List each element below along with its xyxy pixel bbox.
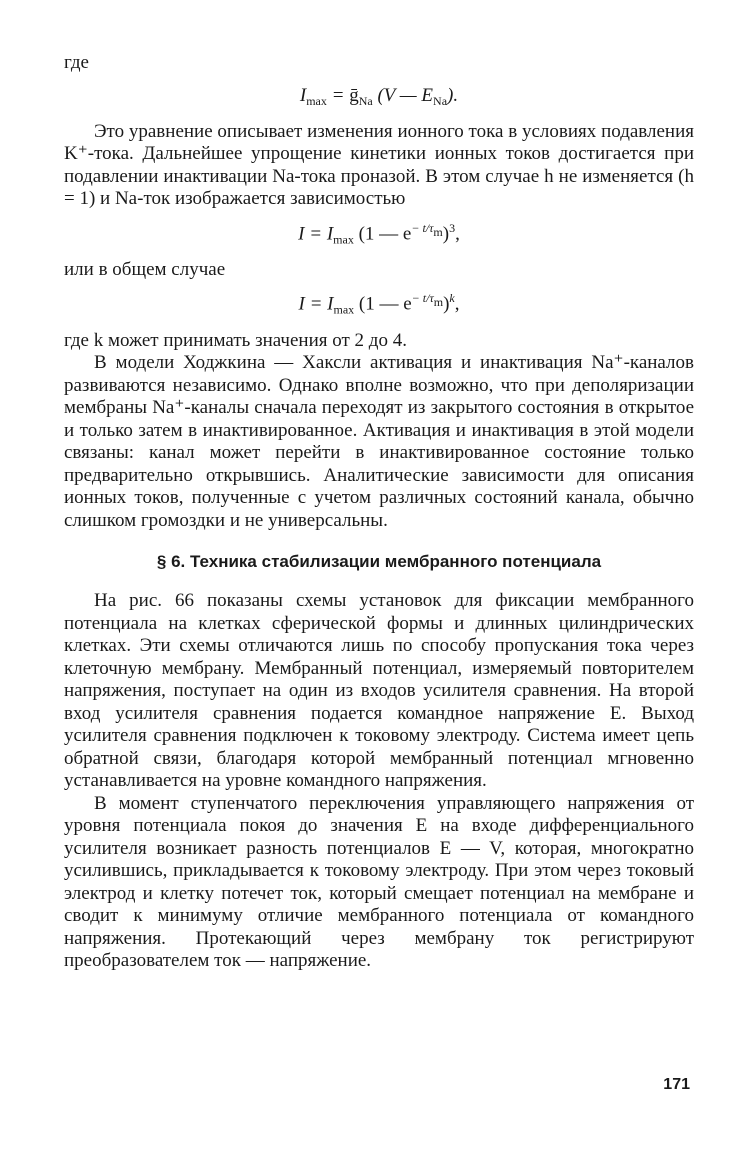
formula-power-k: $I = I_{max}$ (1 — $e^{- t/\tau_m})^k$, <box>298 291 460 317</box>
formula-imax: $I_{max}$ = ḡ$_{Na}$ (V — $E_{Na}$). <box>299 84 459 108</box>
paragraph-6: В момент ступенчатого переключения управляющего напряжения от уровня потенциала покоя до значения E на входе дифференциального усилителя возникает разность потенциалов E — V, которая, многократно усилившись, прикладывается к токовому электроду. При этом через токовый электрод и клетку потечет ток, который смещает потенциал на мембране и сводит к минимуму отличие мембранного потенциала от командного напряжения. Протекающий через мембрану ток регистрируют преобразователем ток — напряжение. <box>64 792 694 972</box>
page-content <box>64 52 694 973</box>
page-number: 171 <box>663 1076 690 1093</box>
paragraph-4: В модели Ходжкина — Хаксли активация и инактивация Na⁺-каналов развиваются независимо. Однако вполне возможно, что при деполяризации мембраны Na⁺-каналы сначала переходят из закрытого состояния в открытое и только затем в инактивированное. Активация и инактивация в этой модели связаны: канал может перейти в инактивированное состояние только предварительно открывшись. Аналитические зависимости для описания ионных токов, полученные с учетом различных состояний канала, обычно слишком громоздки и не универсальны. <box>64 352 694 531</box>
section-heading: § 6. Техника стабилизации мембранного потенциала <box>156 552 602 572</box>
paragraph-2: или в общем случае <box>64 258 226 280</box>
paragraph-5: На рис. 66 показаны схемы установок для фиксации мембранного потенциала на клетках сферической формы и длинных цилиндрических клетках. Эти схемы отличаются лишь по способу пропускания тока через клеточную мембрану. Мембранный потенциал, измеряемый повторителем напряжения, поступает на один из входов усилителя сравнения. На второй вход усилителя сравнения подается командное напряжение E. Выход усилителя сравнения подключен к токовому электроду. Система имеет цепь обратной связи, благодаря которой мембранный потенциал мгновенно устанавливается на уровне командного напряжения. <box>64 590 694 792</box>
paragraph-3: где k может принимать значения от 2 до 4. <box>64 329 407 351</box>
paragraph-1: Это уравнение описывает изменения ионного тока в условиях подавления K⁺-тока. Дальнейшее упрощение кинетики ионных токов достигается при подавлении инактивации Na-тока проназой. В этом случае h не изменяется (h = 1) и Na-ток изображается зависимостью <box>64 120 694 209</box>
intro-word: где <box>64 52 89 73</box>
formula-cube: $I = I_{max}$ (1 — $e^{- t/\tau_m})^3$, <box>298 220 460 246</box>
